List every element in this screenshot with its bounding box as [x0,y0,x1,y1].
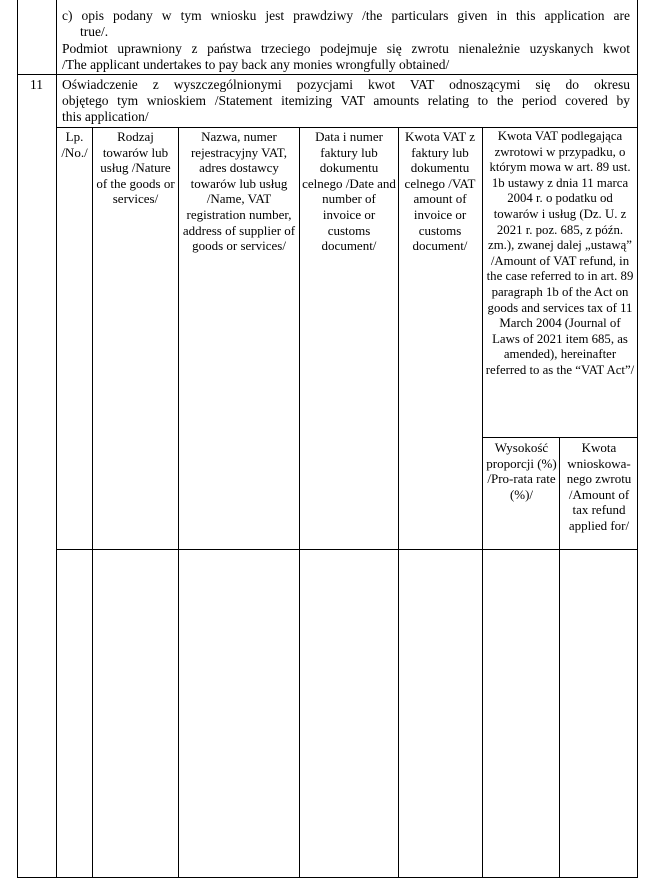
header-proporcja: Wysokość proporcji (%) /Pro-rata rate (%)/ [486,440,557,502]
col-divider-1 [92,127,93,878]
col-divider-6 [559,437,560,878]
number-column-divider [56,0,57,878]
header-rodzaj: Rodzaj towarów lub usług /Nature of the goods or services/ [96,129,175,207]
section-title-line-2: objętego tym wnioskiem /Statement itemizing VAT amounts relating to the period covered by [62,93,630,108]
header-lp: Lp. /No./ [61,129,88,160]
table-top-line [57,127,638,128]
clause-c-line-2: true/. [80,24,109,39]
undertaking-line-2: /The applicant undertakes to pay back any monies wrongfully obtained/ [62,57,450,72]
undertaking-line-1: Podmiot uprawniony z państwa trzeciego podejmuje się zwrotu nienależnie uzyskanych kwot [62,41,630,56]
section-title-line-3: this application/ [62,109,149,124]
header-bottom-line [57,549,638,550]
col-divider-5 [482,127,483,878]
header-podlegajaca: Kwota VAT podlegająca zwrotowi w przypadku, o którym mowa w art. 89 ust. 1b ustawy z dnia 11 marca 2004 r. o podatku od towarów i usług (Dz. U. z 2021 r. poz. 685, z późn. zm.), zwanej dalej „ustawą” /Amount of VAT refund, in the case referred to in art. 89 paragraph 1b of the Act on goods and services tax of 11 March 2004 (Journal of Laws of 2021 item 685, as amended), hereinafter referred to as the “VAT Act”/ [485,129,635,377]
section-number: 11 [30,77,43,92]
row-divider-top [17,74,638,75]
header-kwota: Kwota VAT z faktury lub dokumentu celnego /VAT amount of invoice or customs document/ [404,129,476,254]
col-divider-4 [398,127,399,878]
section-title-line-1: Oświadczenie z wyszczególnionymi pozycjami kwot VAT odnoszącymi się do okresu [62,77,630,92]
header-wnioskowana: Kwota wnioskowa-nego zwrotu /Amount of tax refund applied for/ [566,440,632,533]
subheader-line [482,437,638,438]
clause-c-line-1: c) opis podany w tym wniosku jest prawdziwy /the particulars given in this application are [62,8,630,23]
col-divider-2 [178,127,179,878]
header-nazwa: Nazwa, numer rejestracyjny VAT, adres dostawcy towarów lub usług /Name, VAT registration number, address of supplier of goods or services/ [182,129,296,254]
header-data: Data i numer faktury lub dokumentu celnego /Date and number of invoice or customs document/ [302,129,396,254]
col-divider-3 [299,127,300,878]
